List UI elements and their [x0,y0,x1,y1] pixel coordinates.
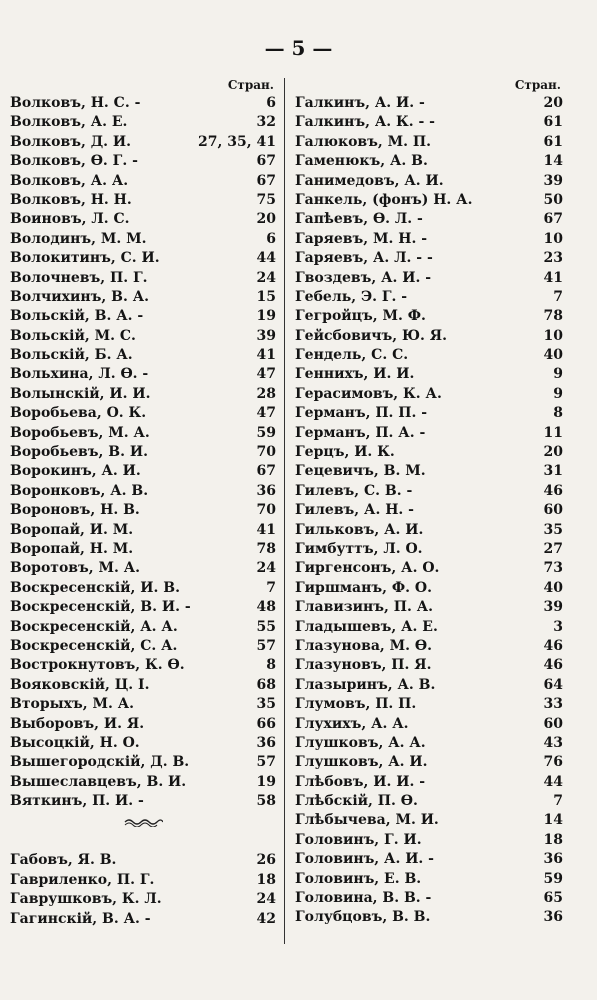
entry-page-number: 78 [543,308,563,325]
entry-name: Воробьевъ, В. И. [10,444,148,461]
index-entry [295,734,563,753]
entry-page-number: 41 [543,269,563,286]
index-entry [295,249,563,268]
entry-name: Гейсбовичъ, Ю. Я. [295,327,447,344]
right-column [295,76,563,928]
index-entry [10,637,276,656]
index-entry [295,889,563,908]
entry-name: Волковъ, А. А. [10,172,129,189]
index-entry [295,365,563,384]
right-entries-list [295,94,563,928]
entry-name: Герцъ, И. К. [295,444,395,461]
index-entry [295,424,563,443]
entry-page-number: 50 [543,191,563,208]
entry-page-number: 24 [256,891,276,908]
entry-name: Ганкель, (фонъ) Н. А. [295,191,473,208]
entry-name: Гилевъ, С. В. - [295,482,413,499]
entry-name: Глухихъ, А. А. [295,715,409,732]
entry-page-number: 36 [543,909,563,926]
entry-page-number: 59 [256,424,276,441]
entry-name: Главизинъ, П. А. [295,599,434,616]
index-entry [295,811,563,830]
entry-page-number: 76 [543,754,563,771]
entry-name: Волковъ, Ө. Г. - [10,153,138,170]
index-entry [295,288,563,307]
index-entry [10,871,276,890]
entry-name: Гапѣевъ, Ө. Л. - [295,211,423,228]
entry-page-number: 73 [543,560,563,577]
index-entry [10,482,276,501]
index-entry [295,327,563,346]
entry-name: Вояковскій, Ц. І. [10,676,150,693]
left-column [10,76,276,929]
entry-page-number: 36 [256,734,276,751]
index-entry [295,656,563,675]
entry-name: Гиргенсонъ, А. О. [295,560,440,577]
entry-name: Глумовъ, П. П. [295,696,417,713]
entry-page-number: 58 [256,793,276,810]
left-entries-list [10,94,276,811]
entry-name: Володинъ, М. М. [10,230,147,247]
entry-page-number: 6 [266,95,276,111]
entry-page-number: 61 [543,133,563,150]
index-entry [10,695,276,714]
page-column-header: Стран. [227,78,274,92]
entry-page-number: 28 [256,385,276,402]
entry-page-number: 46 [543,482,563,499]
entry-name: Гиршманъ, Ф. О. [295,579,432,596]
entry-page-number: 8 [553,405,563,422]
index-entry [295,307,563,326]
index-entry [10,501,276,520]
entry-name: Габовъ, Я. В. [10,852,117,869]
entry-page-number: 3 [553,618,563,635]
entry-name: Воскресенскій, В. И. - [10,599,191,616]
entry-page-number: 60 [543,715,563,732]
entry-page-number: 26 [256,852,276,869]
entry-page-number: 24 [256,560,276,577]
entry-page-number: 23 [543,250,563,267]
entry-name: Глѣбовъ, И. И. - [295,773,426,790]
entry-page-number: 7 [266,579,276,596]
entry-page-number: 32 [256,114,276,131]
page-column-header: Стран. [514,78,561,92]
index-entry [295,695,563,714]
index-entry [10,443,276,462]
entry-page-number: 47 [256,366,276,383]
index-entry [10,656,276,675]
entry-page-number: 40 [543,347,563,364]
entry-page-number: 15 [256,288,276,305]
index-entry [10,773,276,792]
index-entry [295,133,563,152]
entry-name: Германъ, П. П. - [295,405,428,422]
entry-page-number: 61 [543,114,563,131]
entry-name: Головинъ, Г. И. [295,831,422,848]
entry-page-number: 55 [256,618,276,635]
entry-name: Волковъ, Д. И. [10,133,132,150]
index-entry [295,618,563,637]
entry-page-number: 10 [543,327,563,344]
entry-name: Ворокинъ, А. И. [10,463,141,480]
entry-page-number: 67 [256,463,276,480]
entry-name: Воскресенскій, С. А. [10,637,178,654]
entry-page-number: 20 [543,95,563,111]
entry-name: Головинъ, А. И. - [295,851,434,868]
entry-name: Воропай, Н. М. [10,540,134,557]
entry-page-number: 18 [256,871,276,888]
entry-name: Воскресенскій, А. А. [10,618,178,635]
index-entry [10,191,276,210]
entry-name: Глазыринъ, А. В. [295,676,436,693]
entry-name: Гимбуттъ, Л. О. [295,540,423,557]
entry-name: Воскресенскій, И. В. [10,579,180,596]
entry-name: Головинъ, Е. В. [295,870,422,887]
entry-page-number: 46 [543,657,563,674]
entry-page-number: 33 [543,696,563,713]
entry-name: Высоцкій, Н. О. [10,734,140,751]
index-entry [295,637,563,656]
entry-name: Глушковъ, А. А. [295,734,426,751]
entry-page-number: 78 [256,540,276,557]
entry-page-number: 39 [543,599,563,616]
entry-page-number: 75 [256,191,276,208]
entry-name: Гендель, С. С. [295,347,409,364]
entry-name: Воротовъ, М. А. [10,560,141,577]
entry-name: Глѣбычева, М. И. [295,812,439,829]
entry-page-number: 44 [256,250,276,267]
entry-name: Вострокнутовъ, К. Ө. [10,657,185,674]
index-entry [10,404,276,423]
index-entry [10,676,276,695]
index-entry [295,113,563,132]
entry-page-number: 35 [543,521,563,538]
index-entry [10,133,276,152]
entry-name: Вольскій, М. С. [10,327,136,344]
entry-name: Ганимедовъ, А. И. [295,172,444,189]
index-entry [295,482,563,501]
index-entry [10,327,276,346]
entry-page-number: 11 [543,424,563,441]
index-entry [10,230,276,249]
entry-page-number: 19 [256,308,276,325]
index-entry [295,521,563,540]
entry-page-number: 14 [543,812,563,829]
entry-page-number: 57 [256,754,276,771]
entry-page-number: 64 [543,676,563,693]
entry-name: Вольскій, В. А. - [10,308,144,325]
index-entry [295,870,563,889]
index-entry [10,792,276,811]
entry-name: Глѣбскій, П. Ө. [295,793,418,810]
index-entry [10,598,276,617]
entry-name: Волочневъ, П. Г. [10,269,148,286]
entry-name: Голубцовъ, В. В. [295,909,431,926]
entry-name: Гильковъ, А. И. [295,521,424,538]
entry-page-number: 36 [256,482,276,499]
index-entry [10,365,276,384]
entry-name: Гладышевъ, А. Е. [295,618,438,635]
entry-page-number: 14 [543,153,563,170]
entry-name: Головина, В. В. - [295,890,432,907]
entry-page-number: 18 [543,831,563,848]
column-divider [284,78,285,944]
entry-page-number: 20 [256,211,276,228]
index-entry [10,172,276,191]
entry-name: Германъ, П. А. - [295,424,426,441]
entry-page-number: 59 [543,870,563,887]
index-entry [295,908,563,927]
entry-page-number: 67 [256,153,276,170]
index-entry [295,579,563,598]
entry-page-number: 41 [256,521,276,538]
index-entry [295,404,563,423]
index-entry [10,540,276,559]
entry-name: Гаряевъ, М. Н. - [295,230,428,247]
index-entry [10,890,276,909]
index-entry [295,230,563,249]
index-entry [295,598,563,617]
index-entry [295,443,563,462]
entry-page-number: 39 [256,327,276,344]
entry-name: Гегройцъ, М. Ф. [295,308,426,325]
entry-name: Выборовъ, И. Я. [10,715,145,732]
index-entry [295,831,563,850]
index-entry [295,773,563,792]
squiggle-ornament-icon [123,817,163,827]
index-entry [10,618,276,637]
entry-page-number: 36 [543,851,563,868]
entry-name: Вольхина, Л. Ө. - [10,366,149,383]
index-entry [10,851,276,870]
entry-name: Воропай, И. М. [10,521,134,538]
entry-page-number: 44 [543,773,563,790]
entry-name: Гвоздевъ, А. И. - [295,269,432,286]
entry-page-number: 10 [543,230,563,247]
entry-page-number: 20 [543,444,563,461]
entry-page-number: 8 [266,657,276,674]
entry-name: Вяткинъ, П. И. - [10,793,144,810]
entry-name: Волковъ, Н. С. - [10,95,141,111]
entry-name: Гагинскій, В. А. - [10,910,151,927]
entry-name: Гилевъ, А. Н. - [295,502,414,519]
entry-page-number: 42 [256,910,276,927]
entry-name: Галкинъ, А. И. - [295,95,425,111]
entry-page-number: 9 [553,366,563,383]
entry-page-number: 57 [256,637,276,654]
index-entry [295,210,563,229]
entry-name: Волковъ, Н. Н. [10,191,132,208]
index-entry [10,94,276,113]
entry-page-number: 39 [543,172,563,189]
index-entry [10,249,276,268]
entry-name: Глазунова, М. Ө. [295,637,432,654]
entry-page-number: 68 [256,676,276,693]
entry-page-number: 70 [256,444,276,461]
entry-name: Глазуновъ, П. Я. [295,657,432,674]
index-entry [10,424,276,443]
index-entry [10,910,276,929]
index-entry [295,462,563,481]
entry-name: Воробьевъ, М. А. [10,424,150,441]
entry-page-number: 46 [543,637,563,654]
entry-page-number: 7 [553,793,563,810]
entry-name: Галкинъ, А. К. - - [295,114,435,131]
index-entry [295,792,563,811]
entry-name: Вороновъ, Н. В. [10,502,140,519]
entry-page-number: 9 [553,385,563,402]
index-entry [295,559,563,578]
entry-name: Волокитинъ, С. И. [10,250,160,267]
index-entry [295,346,563,365]
index-entry [295,172,563,191]
index-entry [10,734,276,753]
entry-page-number: 19 [256,773,276,790]
entry-name: Гавриленко, П. Г. [10,871,155,888]
entry-name: Гаменюкъ, А. В. [295,153,428,170]
entry-name: Волковъ, А. Е. [10,114,128,131]
entry-page-number: 6 [266,230,276,247]
entry-page-number: 60 [543,502,563,519]
entry-page-number: 66 [256,715,276,732]
index-entry [295,191,563,210]
entry-name: Герасимовъ, К. А. [295,385,442,402]
entry-name: Гецевичъ, В. М. [295,463,426,480]
entry-page-number: 40 [543,579,563,596]
entry-page-number: 41 [256,347,276,364]
index-entry [10,385,276,404]
entry-page-number: 67 [256,172,276,189]
index-entry [10,269,276,288]
entry-page-number: 47 [256,405,276,422]
entry-page-number: 48 [256,599,276,616]
index-entry [10,288,276,307]
index-entry [295,753,563,772]
entry-page-number: 65 [543,890,563,907]
index-entry [10,113,276,132]
index-entry [10,210,276,229]
index-entry [10,579,276,598]
index-entry [295,385,563,404]
entry-page-number: 43 [543,734,563,751]
entry-page-number: 24 [256,269,276,286]
entry-name: Вышегородскій, Д. В. [10,754,190,771]
index-entry [10,307,276,326]
index-entry [10,753,276,772]
left-g-entries-list [10,851,276,929]
entry-page-number: 70 [256,502,276,519]
index-entry [10,462,276,481]
index-entry [295,94,563,113]
entry-name: Волчихинъ, В. А. [10,288,149,305]
entry-name: Волынскій, И. И. [10,385,151,402]
entry-page-number: 27 [543,540,563,557]
entry-name: Гаряевъ, А. Л. - - [295,250,433,267]
index-entry [295,501,563,520]
entry-name: Воробьева, О. К. [10,405,147,422]
index-entry [295,850,563,869]
index-entry [295,540,563,559]
index-entry [10,521,276,540]
entry-name: Гебель, Э. Г. - [295,288,408,305]
entry-name: Воиновъ, Л. С. [10,211,130,228]
entry-name: Галюковъ, М. П. [295,133,431,150]
index-entry [10,346,276,365]
entry-name: Гаврушковъ, К. Л. [10,891,162,908]
entry-name: Глушковъ, А. И. [295,754,428,771]
entry-name: Вторыхъ, М. А. [10,696,135,713]
index-entry [295,152,563,171]
entry-name: Вышеславцевъ, В. И. [10,773,187,790]
entry-page-number: 7 [553,288,563,305]
entry-name: Генниxъ, И. И. [295,366,415,383]
entry-page-number: 67 [543,211,563,228]
index-entry [295,715,563,734]
index-entry [10,152,276,171]
section-divider-squiggle [10,811,276,832]
index-entry [10,559,276,578]
index-entry [295,269,563,288]
page-number: — 5 — [264,36,333,60]
entry-name: Вольскій, Б. А. [10,347,133,364]
index-entry [10,715,276,734]
entry-name: Воронковъ, А. В. [10,482,149,499]
entry-page-number: 35 [256,696,276,713]
index-entry [295,676,563,695]
entry-page-number: 31 [543,463,563,480]
entry-page-number: 27, 35, 41 [198,133,276,150]
